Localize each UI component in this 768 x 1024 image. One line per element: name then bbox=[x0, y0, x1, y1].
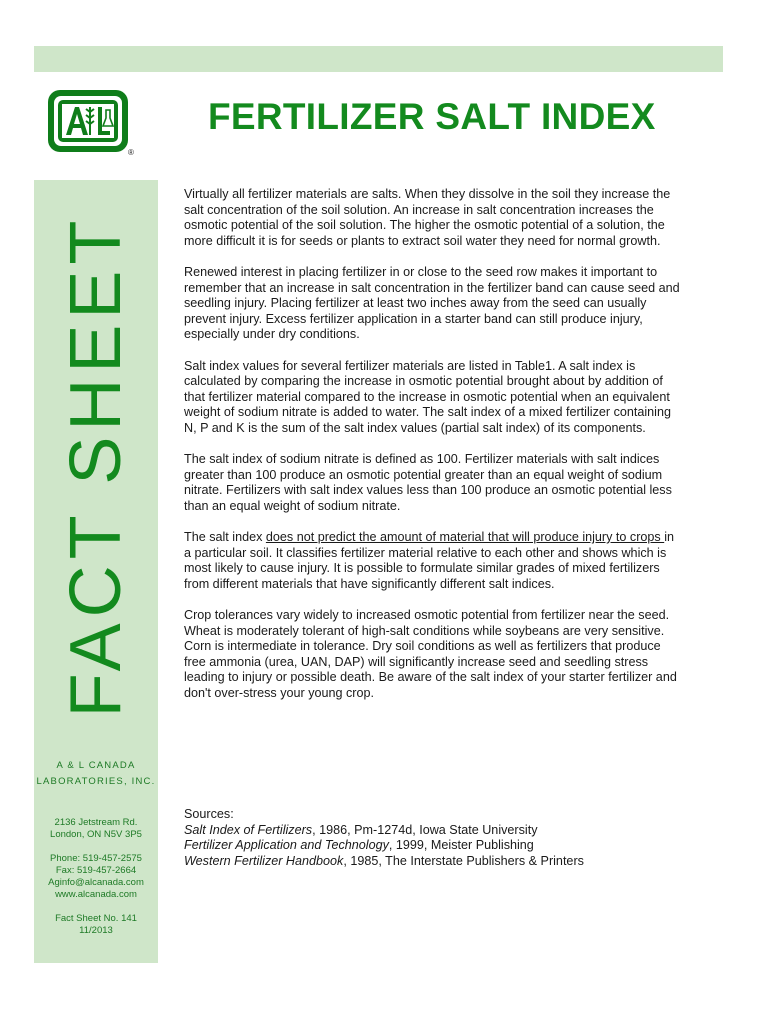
paragraph-1: Virtually all fertilizer materials are salts. When they dissolve in the soil they increase the salt concentration of the soil solution. An increase in salt concentration increases the osmotic potential of the soil solution. The higher the osmotic potential of a solution, the more difficult it is for seeds or plants to extract soil water they need for normal growth. bbox=[184, 187, 671, 248]
article-body bbox=[184, 187, 684, 717]
email-link[interactable]: Aginfo@alcanada.com bbox=[48, 877, 144, 888]
paragraph-5-start: The salt index bbox=[184, 530, 266, 545]
sheet-date: 11/2013 bbox=[79, 925, 113, 936]
top-banner bbox=[34, 46, 723, 72]
source-item bbox=[184, 823, 704, 839]
registered-mark: ® bbox=[128, 148, 134, 157]
source-title: Western Fertilizer Handbook bbox=[184, 853, 344, 868]
source-details: , 1999, Meister Publishing bbox=[388, 838, 534, 853]
paragraph-5 bbox=[184, 530, 684, 592]
paragraph-4: The salt index of sodium nitrate is defined as 100. Fertilizer materials with salt indices greater than 100 produce an osmotic potential greater than an equal weight of sodium nitrate. Fertilizers with salt index values less than 100 produce an osmotic potential less than an equal weight of sodium nitrate. bbox=[184, 452, 672, 513]
sheet-number: Fact Sheet No. 141 bbox=[55, 913, 137, 924]
page-title: FERTILIZER SALT INDEX bbox=[208, 96, 656, 137]
paragraph-6: Crop tolerances vary widely to increased osmotic potential from fertilizer near the seed. Wheat is moderately tolerant of high-salt conditions while soybeans are very sensitive. Corn is intermediate in tolerance. Dry soil conditions as well as fertilizers that produce free ammonia (urea, UAN, DAP) will significantly increase seed and seedling stress leading to injury or possible death. Be aware of the salt index of your starter fertilizer and don't over-stress your young crop. bbox=[184, 608, 677, 700]
paragraph-3: Salt index values for several fertilizer materials are listed in Table1. A salt index is calculated by comparing the increase in osmotic potential brought about by addition of that fertilizer material compared to the increase in osmotic potential when an equivalent weight of sodium nitrate is added to water. The salt index of a mixed fertilizer containing N, P and K is the sum of the salt index values (partial salt index) of its components. bbox=[184, 358, 671, 435]
sheet-info bbox=[34, 913, 158, 937]
sources-heading: Sources: bbox=[184, 807, 234, 821]
company-address bbox=[34, 817, 158, 841]
paragraph-2: Renewed interest in placing fertilizer in or close to the seed row makes it important to remember that an increase in salt concentration in the fertilizer band can cause seed and seedling injury. Placing fertilizer at least two inches away from the seed can usually prevent injury. Excess fertilizer application in a starter band can still produce injury, especially under dry conditions. bbox=[184, 264, 680, 342]
address-line-1: 2136 Jetstream Rd. bbox=[54, 817, 138, 828]
source-details: , 1986, Pm-1274d, Iowa State University bbox=[312, 822, 538, 837]
source-details: , 1985, The Interstate Publishers & Printers bbox=[343, 853, 584, 868]
phone: Phone: 519-457-2575 bbox=[50, 853, 142, 864]
company-line-2: LABORATORIES, INC. bbox=[36, 776, 156, 787]
paragraph-5-end: in a particular soil. It classifies fertilizer material relative to each other and shows which is most likely to cause injury. It is possible to formulate similar grades of mixed fertilizers from different materials that have significantly different salt indices. bbox=[184, 530, 675, 591]
fact-sheet-label: FACT SHEET bbox=[56, 214, 136, 718]
company-name bbox=[34, 758, 158, 790]
source-title: Fertilizer Application and Technology bbox=[184, 838, 389, 853]
paragraph-5-underlined: does not predict the amount of material that will produce injury to crops bbox=[265, 530, 665, 545]
address-line-2: London, ON N5V 3P5 bbox=[50, 829, 142, 840]
source-item bbox=[184, 854, 704, 870]
website-link[interactable]: www.alcanada.com bbox=[55, 889, 137, 900]
al-logo bbox=[46, 88, 132, 156]
company-line-1: A & L CANADA bbox=[56, 760, 136, 771]
contact-info bbox=[34, 853, 158, 901]
fax: Fax: 519-457-2664 bbox=[55, 865, 137, 876]
source-item bbox=[184, 838, 704, 854]
source-title: Salt Index of Fertilizers bbox=[184, 822, 313, 837]
sources-section bbox=[184, 807, 704, 869]
